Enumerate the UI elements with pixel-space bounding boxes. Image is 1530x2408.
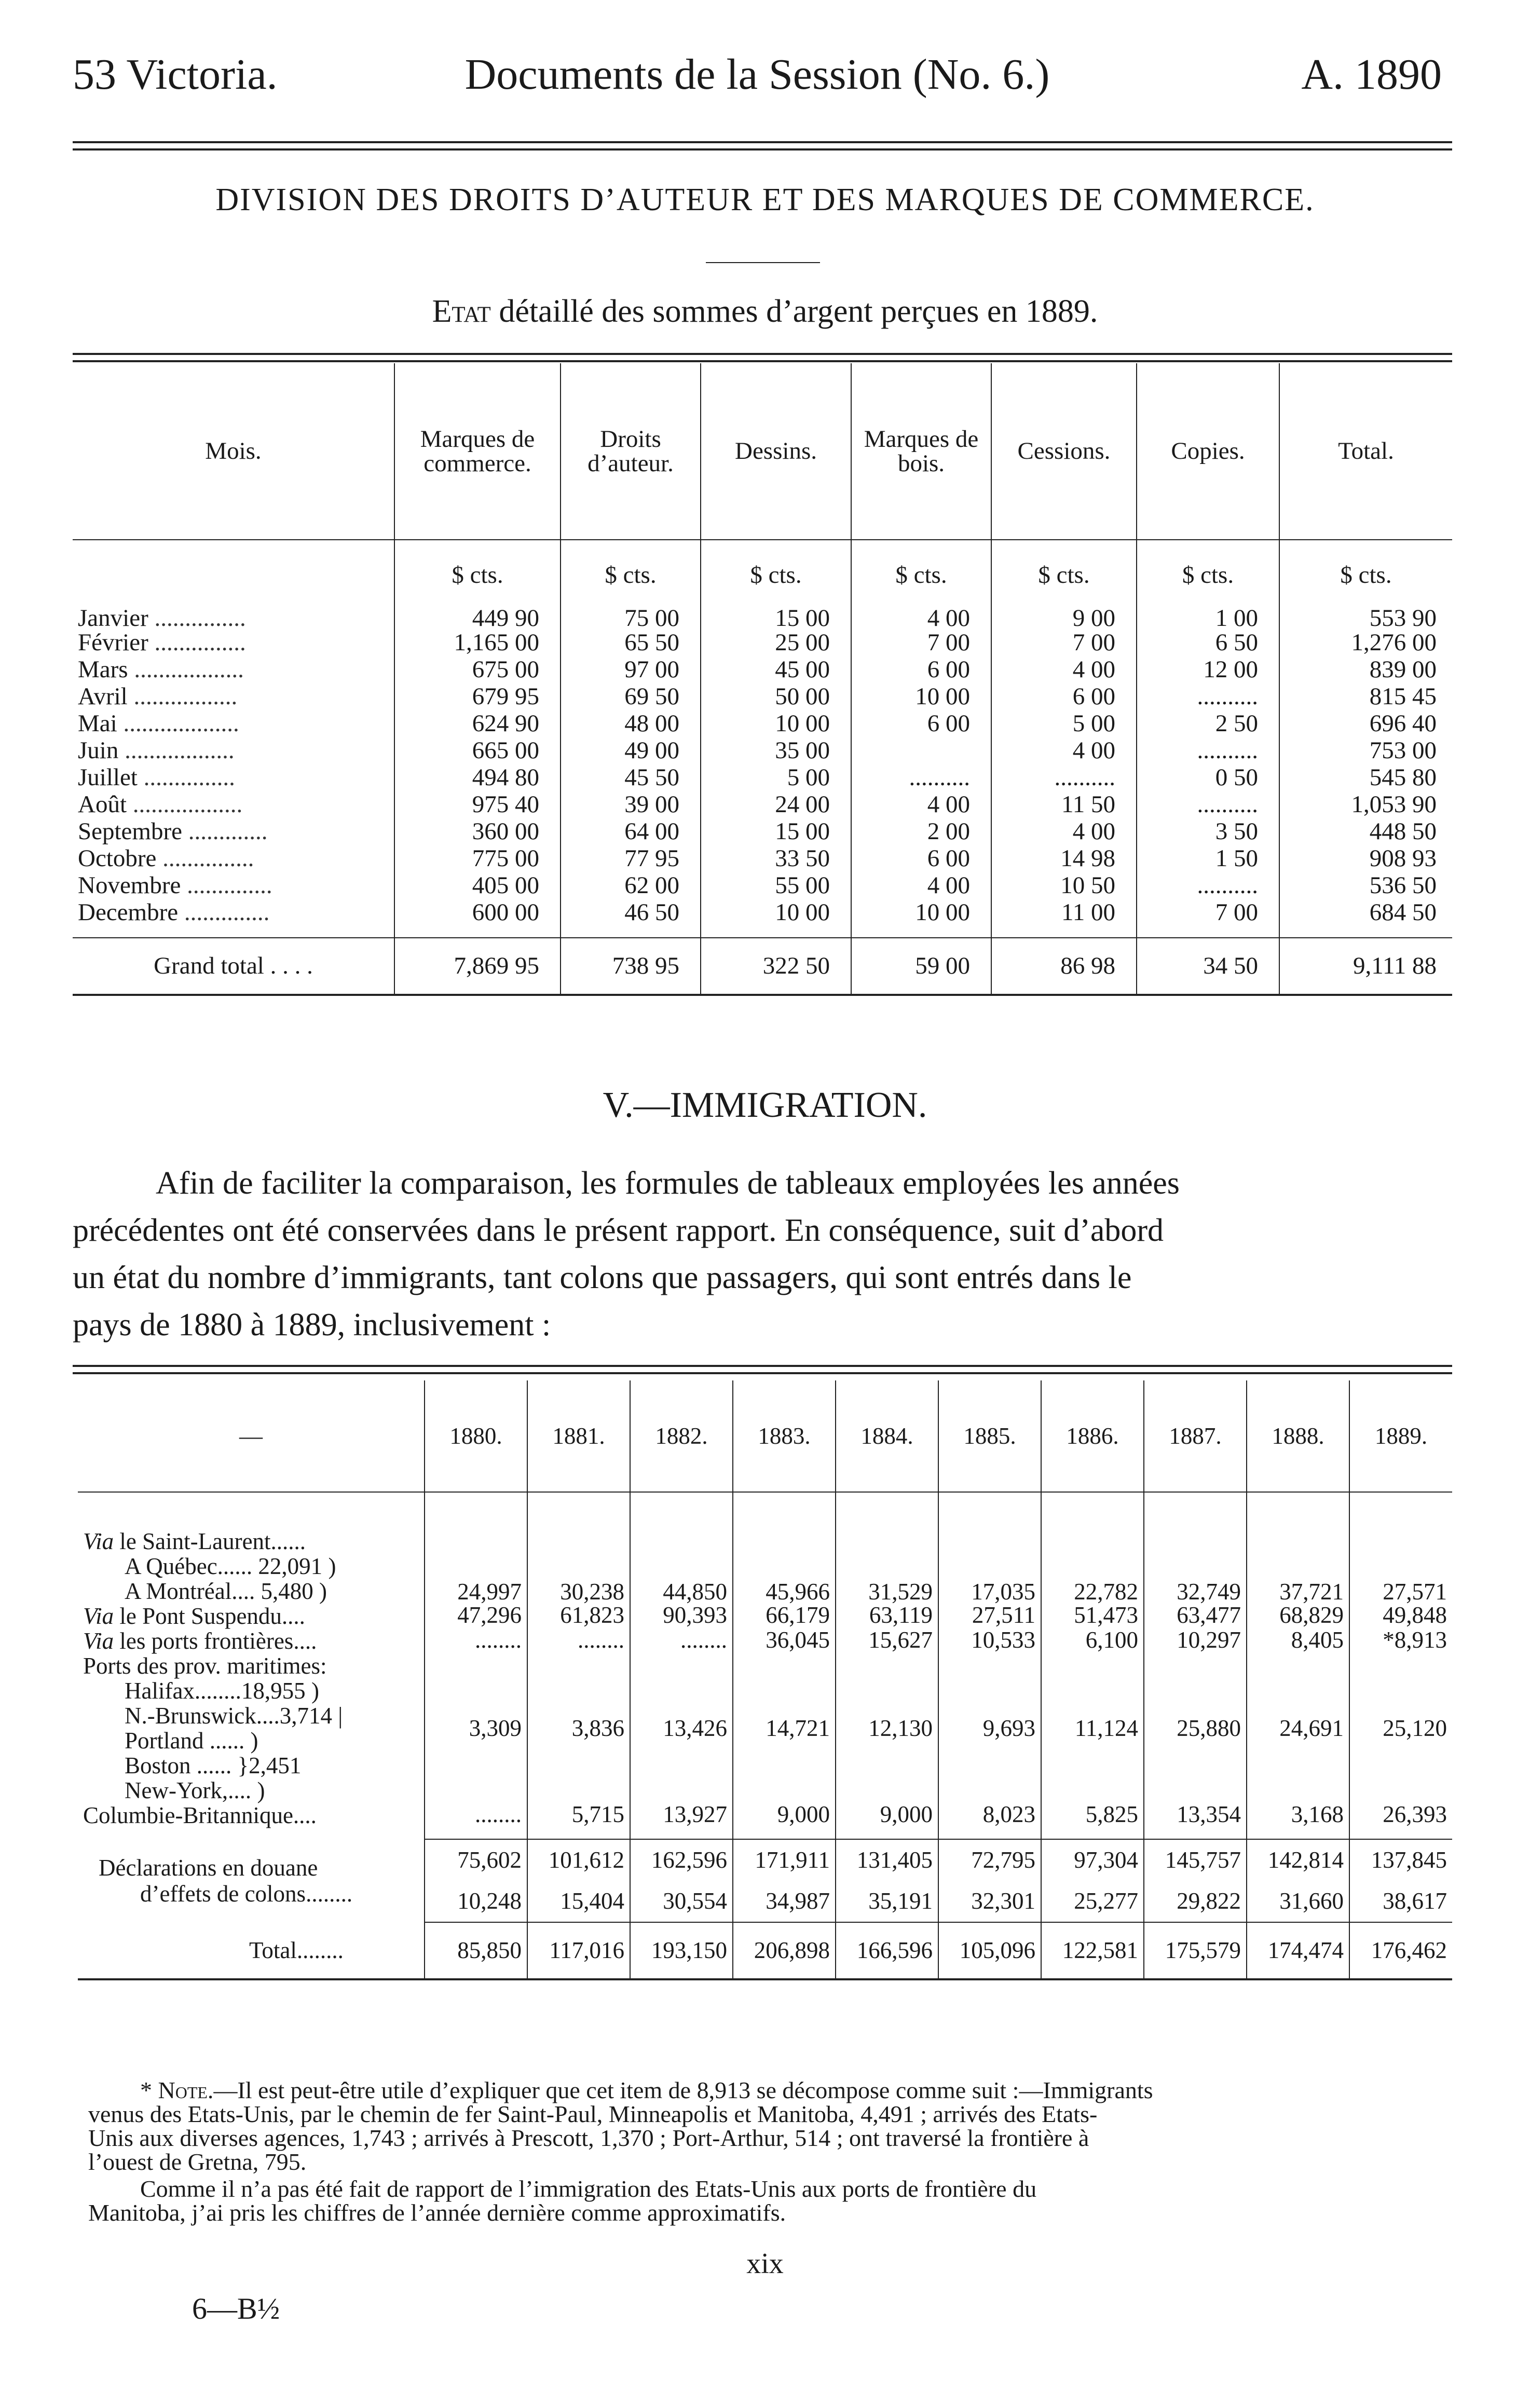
cell: 24,997	[425, 1492, 527, 1604]
cell: 206,898	[733, 1922, 836, 1979]
cell: 131,405	[836, 1839, 938, 1881]
fee-cell: 97 00	[561, 658, 701, 685]
cell: 22,782	[1041, 1492, 1144, 1604]
cell: 142,814	[1247, 1839, 1349, 1881]
cell: 30,238	[527, 1492, 630, 1604]
fee-cell: 55 00	[701, 873, 851, 900]
cell: *8,913	[1349, 1629, 1452, 1653]
cell: 9,693	[938, 1653, 1041, 1803]
fee-cell: 1,053 90	[1279, 792, 1452, 819]
cell: 12,130	[836, 1653, 938, 1803]
fees-row	[73, 738, 1452, 765]
fees-subtitle	[0, 293, 1530, 330]
fee-cell: 3 50	[1137, 819, 1279, 846]
cell: 44,850	[630, 1492, 733, 1604]
fee-cell: 11 50	[991, 792, 1137, 819]
header-center: Documents de la Session (No. 6.)	[465, 50, 1050, 99]
month-label: Avril .................	[78, 683, 238, 710]
fee-cell: 360 00	[394, 819, 561, 846]
cell: 5,715	[527, 1803, 630, 1839]
year-header: 1887.	[1144, 1380, 1247, 1492]
fee-cell: 50 00	[701, 685, 851, 712]
running-header	[73, 49, 1442, 106]
intro-paragraph	[73, 1160, 1453, 1349]
year-header: 1880.	[425, 1380, 527, 1492]
cell: ........	[425, 1803, 527, 1839]
fee-cell: 10 50	[991, 873, 1137, 900]
cell: 176,462	[1349, 1922, 1452, 1979]
cell: 25,277	[1041, 1881, 1144, 1922]
unit-cell	[73, 540, 394, 597]
cell: 35,191	[836, 1881, 938, 1922]
month-label: Mars ..................	[78, 656, 244, 683]
fee-cell: ..........	[1137, 738, 1279, 765]
cell: 29,822	[1144, 1881, 1247, 1922]
grand-total-cell: 738 95	[561, 938, 701, 995]
cell: 11,124	[1041, 1653, 1144, 1803]
fee-cell: 675 00	[394, 658, 561, 685]
cell: 51,473	[1041, 1604, 1144, 1629]
cell: 13,927	[630, 1803, 733, 1839]
cell: 97,304	[1041, 1839, 1144, 1881]
cell: 137,845	[1349, 1839, 1452, 1881]
fee-cell: 1 00	[1137, 597, 1279, 631]
fee-cell: 11 00	[991, 900, 1137, 927]
page-folio: xix	[746, 2248, 784, 2280]
grand-total-label: Grand total . . . .	[154, 952, 313, 979]
grand-total-cell: 7,869 95	[394, 938, 561, 995]
col-header-marques-commerce: Marques de commerce.	[394, 363, 561, 540]
label-ports: Via les ports frontières....	[83, 1628, 317, 1654]
cell: 13,354	[1144, 1803, 1247, 1839]
paragraph-line: précédentes ont été conservées dans le présent rapport. En conséquence, suit d’abord	[73, 1213, 1164, 1248]
cell: 24,691	[1247, 1653, 1349, 1803]
fee-cell: 7 00	[851, 631, 991, 658]
label-st-laurent: Via le Saint-Laurent...... A Québec...... 22,091 ) A Montréal.... 5,480 )	[83, 1528, 336, 1604]
header-left: 53 Victoria.	[73, 50, 278, 99]
row-subtotal	[78, 1839, 1452, 1881]
label-declarations: Déclarations en douane d’effets de colons........	[99, 1855, 353, 1907]
fee-cell: 600 00	[394, 900, 561, 927]
division-title: DIVISION DES DROITS D’AUTEUR ET DES MARQUES DE COMMERCE.	[215, 182, 1315, 217]
grand-total-cell: 9,111 88	[1279, 938, 1452, 995]
row-total	[78, 1922, 1452, 1979]
cell: 36,045	[733, 1629, 836, 1653]
fee-cell: 6 00	[991, 685, 1137, 712]
fee-cell: ..........	[1137, 792, 1279, 819]
unit-cell: $ cts.	[1279, 540, 1452, 597]
cell: 31,529	[836, 1492, 938, 1604]
row-columbie	[78, 1803, 1452, 1839]
month-label: Octobre ...............	[78, 845, 254, 872]
footnote: * Note.—Il est peut-être utile d’expliquer que cet item de 8,913 se décompose comme suit :—Immigrants venus des Etats-Unis, par le chemin de fer Saint-Paul, Minneapolis et Manitoba, 4,491 ; arrivés des Etats- Unis aux diverses agences, 1,743 ; arrivés à Prescott, 1,370 ; Port-Arthur, 514 ; ont traversé la frontière à l’ouest de Gretna, 795. Comme il n’a pas été fait de rapport de l’immigration des Etats-Unis aux ports de frontière du Manitoba, j’ai pris les chiffres de l’année dernière comme approximatifs.	[88, 2077, 1153, 2226]
cell: 175,579	[1144, 1922, 1247, 1979]
year-header: 1889.	[1349, 1380, 1452, 1492]
cell: 193,150	[630, 1922, 733, 1979]
cell: 14,721	[733, 1653, 836, 1803]
fee-cell: 6 00	[851, 846, 991, 873]
cell: 30,554	[630, 1881, 733, 1922]
fee-cell: 9 00	[991, 597, 1137, 631]
col-header-copies: Copies.	[1137, 363, 1279, 540]
fee-cell: 69 50	[561, 685, 701, 712]
cell: 63,119	[836, 1604, 938, 1629]
fee-cell: 48 00	[561, 712, 701, 738]
month-label: Juillet ...............	[78, 764, 235, 791]
fee-cell: 1,276 00	[1279, 631, 1452, 658]
cell: 171,911	[733, 1839, 836, 1881]
header-rule	[73, 141, 1452, 150]
cell: 32,301	[938, 1881, 1041, 1922]
fee-cell: 494 80	[394, 765, 561, 792]
cell: 47,296	[425, 1604, 527, 1629]
fees-row	[73, 792, 1452, 819]
fee-cell: 753 00	[1279, 738, 1452, 765]
cell: 105,096	[938, 1922, 1041, 1979]
year-header: 1881.	[527, 1380, 630, 1492]
cell: 31,660	[1247, 1881, 1349, 1922]
cell: 45,966	[733, 1492, 836, 1604]
year-header: 1885.	[938, 1380, 1041, 1492]
fee-cell: 6 50	[1137, 631, 1279, 658]
cell: 85,850	[425, 1922, 527, 1979]
etat-rest: détaillé des sommes d’argent perçues en 1889.	[490, 294, 1098, 329]
col-header-marques-bois: Marques de bois.	[851, 363, 991, 540]
cell: 9,000	[836, 1803, 938, 1839]
fee-cell: 5 00	[991, 712, 1137, 738]
fees-row	[73, 873, 1452, 900]
fees-header-row	[73, 363, 1452, 540]
col-header-dessins: Dessins.	[701, 363, 851, 540]
fee-cell: 448 50	[1279, 819, 1452, 846]
month-label: Septembre .............	[78, 818, 268, 845]
fee-cell	[851, 738, 991, 765]
fees-spacer	[73, 927, 1452, 938]
immig-header-row	[78, 1380, 1452, 1492]
cell: 72,795	[938, 1839, 1041, 1881]
row-maritimes	[78, 1653, 1452, 1803]
fee-cell: 10 00	[701, 712, 851, 738]
unit-cell: $ cts.	[701, 540, 851, 597]
fee-cell: 775 00	[394, 846, 561, 873]
cell: 37,721	[1247, 1492, 1349, 1604]
fee-cell: 7 00	[991, 631, 1137, 658]
cell: 166,596	[836, 1922, 938, 1979]
header-right: A. 1890	[1301, 50, 1442, 99]
fee-cell: 6 00	[851, 658, 991, 685]
cell: 5,825	[1041, 1803, 1144, 1839]
month-label: Août ..................	[78, 791, 243, 818]
fee-cell: 553 90	[1279, 597, 1452, 631]
short-rule	[706, 262, 820, 263]
cell: 6,100	[1041, 1629, 1144, 1653]
cell: 68,829	[1247, 1604, 1349, 1629]
cell: 61,823	[527, 1604, 630, 1629]
cell: 15,627	[836, 1629, 938, 1653]
fee-cell: 4 00	[991, 819, 1137, 846]
cell: 26,393	[1349, 1803, 1452, 1839]
fee-cell: 975 40	[394, 792, 561, 819]
fee-cell: 679 95	[394, 685, 561, 712]
cell: ........	[630, 1629, 733, 1653]
unit-cell: $ cts.	[1137, 540, 1279, 597]
fee-cell: 815 45	[1279, 685, 1452, 712]
fee-cell: 77 95	[561, 846, 701, 873]
fee-cell: 62 00	[561, 873, 701, 900]
fee-cell: 24 00	[701, 792, 851, 819]
fee-cell: 2 00	[851, 819, 991, 846]
grand-total-cell: 86 98	[991, 938, 1137, 995]
note-lead: * Note.	[140, 2077, 214, 2103]
fee-cell: 45 00	[701, 658, 851, 685]
fees-row	[73, 712, 1452, 738]
fee-cell: 4 00	[991, 658, 1137, 685]
cell: 15,404	[527, 1881, 630, 1922]
unit-cell: $ cts.	[561, 540, 701, 597]
cell: 27,511	[938, 1604, 1041, 1629]
immigration-section-title: V.—IMMIGRATION.	[603, 1085, 927, 1125]
fee-cell: 4 00	[851, 873, 991, 900]
fee-cell: 64 00	[561, 819, 701, 846]
fee-cell: 7 00	[1137, 900, 1279, 927]
cell: ........	[425, 1629, 527, 1653]
immig-table-top-rule	[73, 1365, 1452, 1374]
fee-cell: ..........	[851, 765, 991, 792]
cell: 117,016	[527, 1922, 630, 1979]
cell: 25,120	[1349, 1653, 1452, 1803]
cell: 10,533	[938, 1629, 1041, 1653]
fee-cell: 39 00	[561, 792, 701, 819]
fee-cell: 14 98	[991, 846, 1137, 873]
fee-cell: 684 50	[1279, 900, 1452, 927]
fees-row	[73, 765, 1452, 792]
month-label: Janvier ...............	[78, 605, 246, 632]
fee-cell: 46 50	[561, 900, 701, 927]
fees-grand-total-row	[73, 938, 1452, 995]
fees-row	[73, 597, 1452, 631]
cell: 17,035	[938, 1492, 1041, 1604]
row-pont-suspendu	[78, 1604, 1452, 1629]
row-ports-frontieres	[78, 1629, 1452, 1653]
unit-cell: $ cts.	[851, 540, 991, 597]
fee-cell: 665 00	[394, 738, 561, 765]
cell: 8,023	[938, 1803, 1041, 1839]
fee-cell: 75 00	[561, 597, 701, 631]
paragraph-line: Afin de faciliter la comparaison, les formules de tableaux employées les années	[156, 1166, 1180, 1201]
cell: 3,836	[527, 1653, 630, 1803]
cell: 27,571	[1349, 1492, 1452, 1604]
fee-cell: 0 50	[1137, 765, 1279, 792]
fee-cell: 10 00	[851, 900, 991, 927]
cell: ........	[527, 1629, 630, 1653]
fee-cell: 4 00	[851, 792, 991, 819]
fee-cell: 908 93	[1279, 846, 1452, 873]
month-label: Novembre ..............	[78, 872, 272, 899]
label-total: Total........	[249, 1937, 344, 1963]
fee-cell: 65 50	[561, 631, 701, 658]
etat-lead: Etat	[432, 294, 491, 329]
fee-cell: 2 50	[1137, 712, 1279, 738]
cell: 145,757	[1144, 1839, 1247, 1881]
cell: 122,581	[1041, 1922, 1144, 1979]
fee-cell: 25 00	[701, 631, 851, 658]
fee-cell: 10 00	[701, 900, 851, 927]
fee-cell: 6 00	[851, 712, 991, 738]
cell: 38,617	[1349, 1881, 1452, 1922]
fees-row	[73, 658, 1452, 685]
fee-cell: ..........	[1137, 685, 1279, 712]
fees-table	[73, 363, 1452, 996]
col-header-droits-auteur: Droits d’auteur.	[561, 363, 701, 540]
cell: 174,474	[1247, 1922, 1349, 1979]
fee-cell: 405 00	[394, 873, 561, 900]
cell: 90,393	[630, 1604, 733, 1629]
fee-cell: 4 00	[991, 738, 1137, 765]
fees-units-row	[73, 540, 1452, 597]
cell: 66,179	[733, 1604, 836, 1629]
cell: 13,426	[630, 1653, 733, 1803]
year-header: 1884.	[836, 1380, 938, 1492]
cell: 32,749	[1144, 1492, 1247, 1604]
col-header-cessions: Cessions.	[991, 363, 1137, 540]
cell: 9,000	[733, 1803, 836, 1839]
fee-cell: 449 90	[394, 597, 561, 631]
paragraph-line: un état du nombre d’immigrants, tant colons que passagers, qui sont entrés dans le	[73, 1260, 1132, 1295]
year-header: 1883.	[733, 1380, 836, 1492]
paragraph-line: pays de 1880 à 1889, inclusivement :	[73, 1307, 551, 1343]
label-maritimes: Ports des prov. maritimes: Halifax........18,955 ) N.-Brunswick....3,714 | Portland ...... ) Boston ...... }2,451 New-York,.... )	[83, 1653, 343, 1803]
grand-total-cell: 34 50	[1137, 938, 1279, 995]
fee-cell: ..........	[991, 765, 1137, 792]
fee-cell: 839 00	[1279, 658, 1452, 685]
cell: 63,477	[1144, 1604, 1247, 1629]
fee-cell: 10 00	[851, 685, 991, 712]
year-header: 1886.	[1041, 1380, 1144, 1492]
cell: 25,880	[1144, 1653, 1247, 1803]
cell: 3,168	[1247, 1803, 1349, 1839]
label-columbie: Columbie-Britannique....	[83, 1802, 317, 1828]
fee-cell: 45 50	[561, 765, 701, 792]
grand-total-cell: 59 00	[851, 938, 991, 995]
fees-row	[73, 685, 1452, 712]
grand-total-cell: 322 50	[701, 938, 851, 995]
fee-cell: 545 80	[1279, 765, 1452, 792]
fee-cell: 33 50	[701, 846, 851, 873]
cell: 3,309	[425, 1653, 527, 1803]
month-label: Mai ...................	[78, 710, 239, 737]
fee-cell: 696 40	[1279, 712, 1452, 738]
cell: 10,248	[425, 1881, 527, 1922]
year-header: 1882.	[630, 1380, 733, 1492]
fee-cell: 5 00	[701, 765, 851, 792]
fee-cell: 15 00	[701, 819, 851, 846]
unit-cell: $ cts.	[991, 540, 1137, 597]
fee-cell: 35 00	[701, 738, 851, 765]
cell: 162,596	[630, 1839, 733, 1881]
fees-row	[73, 819, 1452, 846]
cell: 34,987	[733, 1881, 836, 1922]
fee-cell: 12 00	[1137, 658, 1279, 685]
cell: 49,848	[1349, 1604, 1452, 1629]
year-header: 1888.	[1247, 1380, 1349, 1492]
fee-cell: ..........	[1137, 873, 1279, 900]
fees-table-top-rule	[73, 353, 1452, 362]
fee-cell: 1,165 00	[394, 631, 561, 658]
fee-cell: 15 00	[701, 597, 851, 631]
unit-cell: $ cts.	[394, 540, 561, 597]
month-label: Decembre ..............	[78, 899, 270, 926]
cell: 75,602	[425, 1839, 527, 1881]
fee-cell: 624 90	[394, 712, 561, 738]
fees-body	[73, 597, 1452, 938]
month-label: Juin ..................	[78, 737, 235, 764]
month-label: Février ...............	[78, 629, 246, 656]
col-header-mois: Mois.	[205, 437, 262, 464]
immigration-table	[78, 1380, 1452, 1980]
fees-row	[73, 631, 1452, 658]
cell: 8,405	[1247, 1629, 1349, 1653]
fees-row	[73, 846, 1452, 873]
row-st-laurent	[78, 1492, 1452, 1604]
cell: 10,297	[1144, 1629, 1247, 1653]
printer-signature: 6—B½	[192, 2292, 280, 2325]
fee-cell: 4 00	[851, 597, 991, 631]
cell: 101,612	[527, 1839, 630, 1881]
corner-dash: —	[239, 1422, 263, 1449]
fee-cell: 49 00	[561, 738, 701, 765]
fees-row	[73, 900, 1452, 927]
col-header-total: Total.	[1279, 363, 1452, 540]
label-pont: Via le Pont Suspendu....	[83, 1603, 305, 1629]
fee-cell: 1 50	[1137, 846, 1279, 873]
fee-cell: 536 50	[1279, 873, 1452, 900]
